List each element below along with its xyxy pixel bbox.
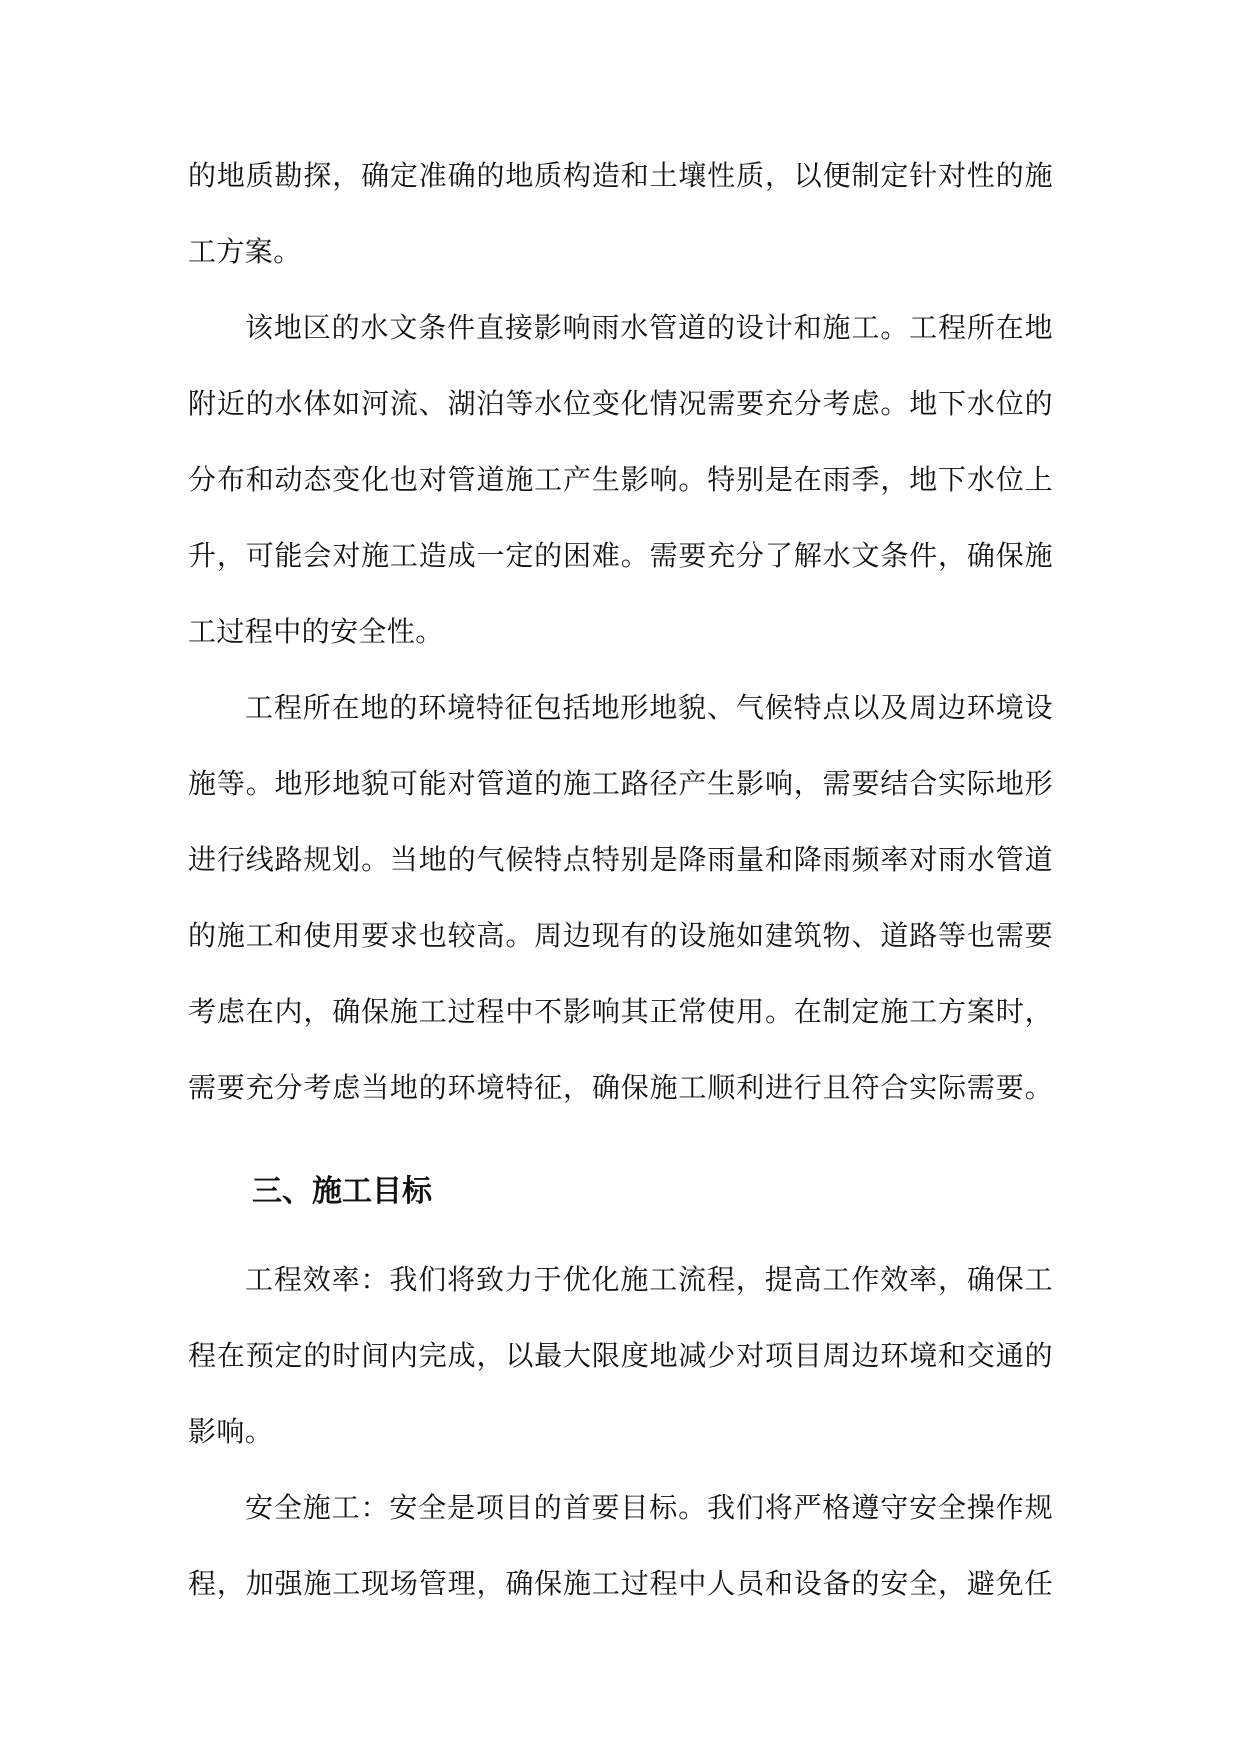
paragraph-geology-continued	[188, 138, 1053, 290]
section-heading: 三、施工目标	[252, 1174, 432, 1209]
text-line: 工程效率：我们将致力于优化施工流程，提高工作效率，确保工	[245, 1263, 1053, 1296]
text-line: 程，加强施工现场管理，确保施工过程中人员和设备的安全，避免任	[188, 1567, 1053, 1600]
text-line: 的地质勘探，确定准确的地质构造和土壤性质，以便制定针对性的施	[188, 159, 1053, 192]
text-line: 施等。地形地貌可能对管道的施工路径产生影响，需要结合实际地形	[188, 767, 1053, 800]
text-line: 升，可能会对施工造成一定的困难。需要充分了解水文条件，确保施	[188, 539, 1053, 572]
text-line: 工程所在地的环境特征包括地形地貌、气候特点以及周边环境设	[245, 691, 1053, 724]
text-line: 程在预定的时间内完成，以最大限度地减少对项目周边环境和交通的	[188, 1339, 1053, 1372]
paragraph-safety	[188, 1470, 1053, 1622]
paragraph-efficiency	[188, 1242, 1053, 1470]
text-line: 该地区的水文条件直接影响雨水管道的设计和施工。工程所在地	[245, 311, 1053, 344]
text-line: 考虑在内，确保施工过程中不影响其正常使用。在制定施工方案时，	[188, 995, 1053, 1028]
text-line: 需要充分考虑当地的环境特征，确保施工顺利进行且符合实际需要。	[188, 1071, 1053, 1104]
text-line: 分布和动态变化也对管道施工产生影响。特别是在雨季，地下水位上	[188, 463, 1053, 496]
text-line: 工过程中的安全性。	[188, 615, 444, 648]
paragraph-hydrology	[188, 290, 1053, 670]
text-line: 附近的水体如河流、湖泊等水位变化情况需要充分考虑。地下水位的	[188, 387, 1053, 420]
text-line: 影响。	[188, 1415, 274, 1448]
text-line: 的施工和使用要求也较高。周边现有的设施如建筑物、道路等也需要	[188, 919, 1053, 952]
text-line: 工方案。	[188, 235, 302, 268]
document-body	[188, 138, 1053, 1622]
text-line: 安全施工：安全是项目的首要目标。我们将严格遵守安全操作规	[245, 1491, 1053, 1524]
paragraph-environment	[188, 670, 1053, 1126]
text-line: 进行线路规划。当地的气候特点特别是降雨量和降雨频率对雨水管道	[188, 843, 1053, 876]
